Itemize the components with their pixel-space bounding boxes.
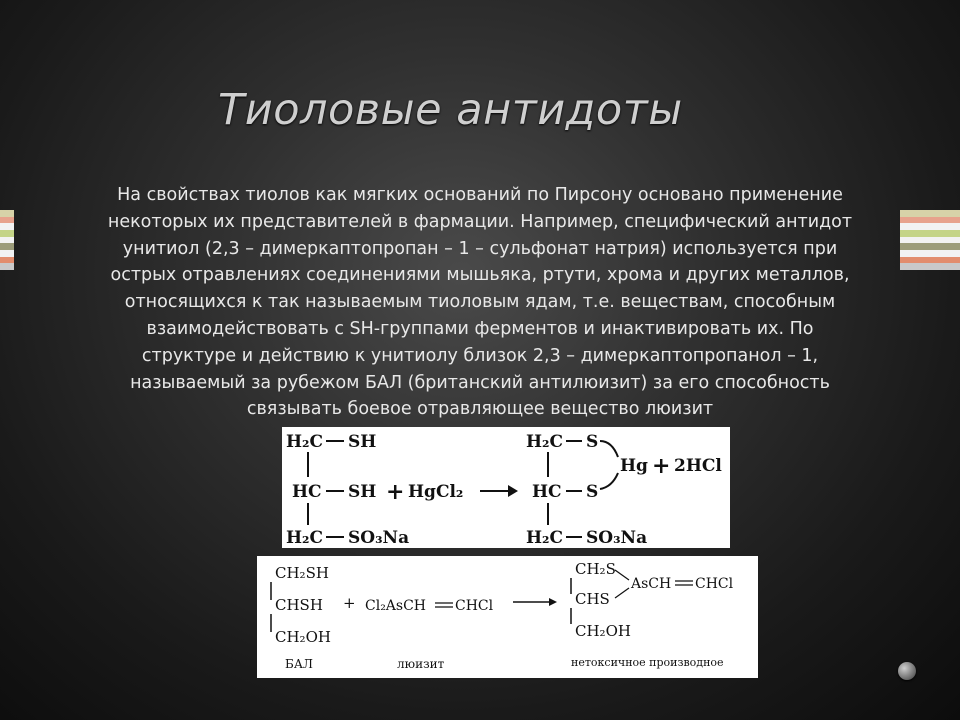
decor-stripe: [0, 243, 14, 250]
decor-stripe: [0, 250, 14, 257]
product1-hcl: 2HCl: [674, 456, 722, 476]
decor-stripe: [0, 257, 14, 264]
product1-s2: S: [586, 482, 599, 502]
product1-row3: H₂C: [526, 528, 564, 548]
unithiol-reaction-image: [282, 427, 730, 548]
slide-nav-button-icon[interactable]: [898, 662, 916, 680]
product2-row2: CHS: [575, 590, 610, 608]
plus-sign-2: +: [652, 453, 671, 479]
plus-sign-3: +: [343, 594, 356, 612]
reactant1-row1: H₂C: [286, 432, 324, 452]
product1-hg: Hg: [620, 456, 648, 476]
bal-lewisite-reaction-image: [257, 556, 758, 678]
bal-row1: CH₂SH: [275, 564, 329, 582]
bal-row3: CH₂OH: [275, 628, 331, 646]
lewisite-formula-end: CHCl: [455, 598, 494, 614]
lewisite-formula: Cl₂AsCH: [365, 598, 427, 614]
bal-label: БАЛ: [285, 657, 313, 671]
product2-row3: CH₂OH: [575, 622, 631, 640]
decor-stripe: [0, 230, 14, 237]
reactant1-so3na: SO₃Na: [348, 528, 410, 548]
product2-chcl: CHCl: [695, 576, 734, 592]
product1-so3na: SO₃Na: [586, 528, 648, 548]
reactant1-row3: H₂C: [286, 528, 324, 548]
reactant1-sh2: SH: [348, 482, 377, 502]
product1-row1: H₂C: [526, 432, 564, 452]
slide-title: Тиоловые антидоты: [218, 85, 683, 135]
reactant1-sh1: SH: [348, 432, 377, 452]
slide-body-text: На свойствах тиолов как мягких оснований по Пирсону основано применение некоторых их представителей в фармации. Например, специфический антидот унитиол (2,3 – димеркаптопропан – 1 – сульфонат натрия) используется при острых отравлениях соединениями мышьяка, ртути, хрома и других металлов, относящихся к так называемым тиоловым ядам, т.е. веществам, способным взаимодействовать с SH-группами ферментов и инактивировать их. По структуре и действию к унитиолу близок 2,3 – димеркаптопропанол – 1, называемый за рубежом БАЛ (британский антилюизит) за его способность связывать боевое отравляющее вещество люизит: [107, 185, 853, 420]
decor-stripe: [0, 217, 14, 224]
decor-stripe: [0, 223, 14, 230]
bal-row2: CHSH: [275, 596, 323, 614]
left-decor-stripes: [0, 210, 14, 270]
decor-stripe: [0, 263, 14, 270]
plus-sign: +: [386, 479, 405, 505]
decor-stripe: [0, 210, 14, 217]
product2-asch: AsCH: [631, 576, 672, 592]
product2-row1: CH₂S: [575, 560, 616, 578]
decor-stripe: [0, 237, 14, 244]
product1-s1: S: [586, 432, 599, 452]
product1-row2: HC: [532, 482, 562, 502]
lewisite-label: люизит: [397, 657, 445, 671]
reagent-hgcl2: HgCl₂: [408, 482, 464, 502]
reactant1-row2: HC: [292, 482, 322, 502]
product2-label: нетоксичное производное: [571, 656, 724, 669]
